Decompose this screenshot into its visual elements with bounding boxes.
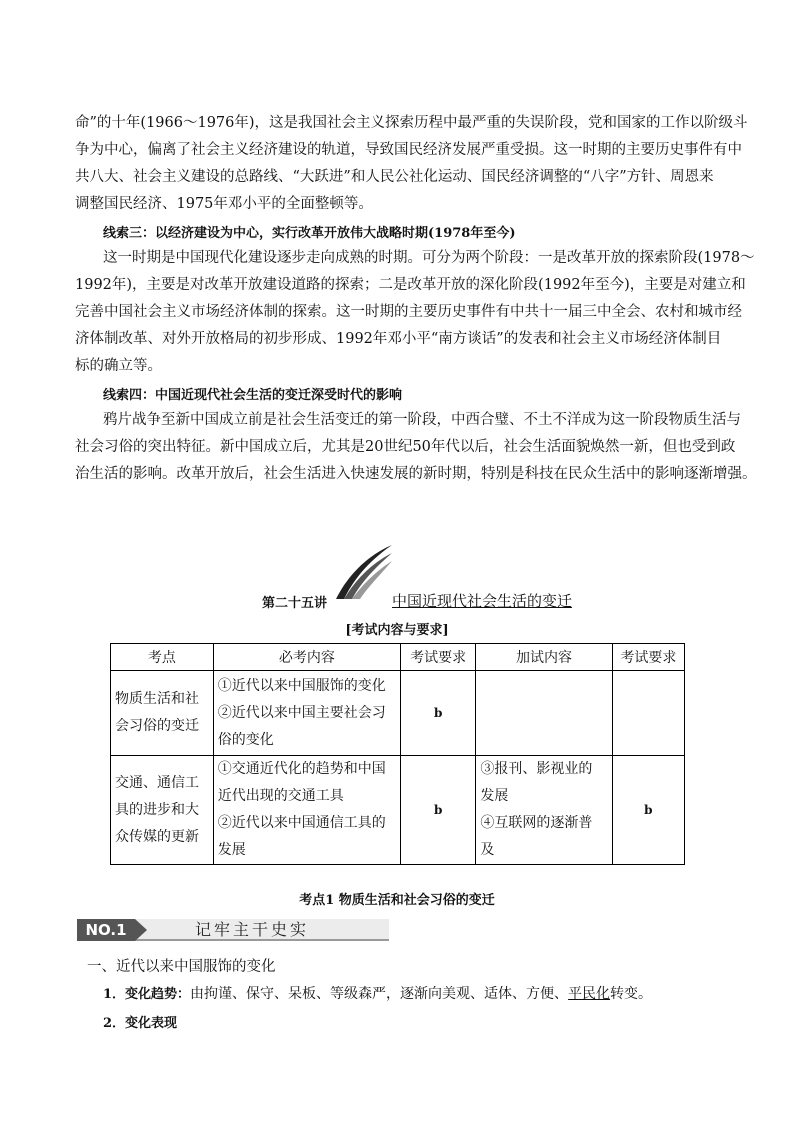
clue3-heading: 线索三：以经济建设为中心，实行改革开放伟大战略时期(1978年至今) <box>103 226 516 241</box>
item-underlined-text: 平民化 <box>568 986 611 1002</box>
text-line: 济体制改革、对外开放格局的初步形成、1992年邓小平“南方谈话”的发表和社会主义市场经济体制目 <box>75 331 722 347</box>
table-cell-topic <box>111 671 214 756</box>
section-heading: 一、近代以来中国服饰的变化 <box>87 959 276 975</box>
paragraph-clue2-end <box>75 110 748 218</box>
table-cell-extra <box>476 756 612 865</box>
table-cell-topic <box>111 756 214 865</box>
clue4-heading: 线索四：中国近现代社会生活的变迁深受时代的影响 <box>103 388 403 403</box>
banner-arrow-icon <box>135 919 147 941</box>
cell-text: 发展 <box>480 788 509 804</box>
lecture-title: 中国近现代社会生活的变迁 <box>392 592 573 610</box>
text-line: 调整国民经济、1975年邓小平的全面整顿等。 <box>75 196 373 212</box>
table-row <box>111 671 685 756</box>
lecture-subtitle: [考试内容与要求] <box>345 623 449 638</box>
cell-text: 具的进步和大 <box>115 801 199 818</box>
banner-label: 记牢主干史实 <box>195 920 310 939</box>
table-cell-extra-level <box>612 671 684 756</box>
exam-requirements-table <box>110 643 685 865</box>
section-banner <box>77 919 389 941</box>
cell-text: 近代出现的交通工具 <box>217 788 344 804</box>
item-label: 1．变化趋势： <box>103 987 191 1002</box>
table-cell-level: b <box>401 756 476 865</box>
table-cell-required <box>213 756 400 865</box>
text-line: 这一时期是中国现代化建设逐步走向成熟的时期。可分为两个阶段：一是改革开放的探索阶段(1978～ <box>103 250 755 266</box>
table-cell-extra-level: b <box>612 756 684 865</box>
text-line: 标的确立等。 <box>75 358 162 374</box>
cell-text: ④互联网的逐渐普 <box>480 815 593 831</box>
text-line: 争为中心，偏离了社会主义经济建设的轨道，导致国民经济发展严重受损。这一时期的主要历史事件有中 <box>75 142 742 158</box>
cell-text: 众传媒的更新 <box>115 828 199 845</box>
cell-text: ①近代以来中国服饰的变化 <box>217 677 386 694</box>
cell-text: 会习俗的变迁 <box>115 718 199 734</box>
cell-text: ①交通近代化的趋势和中国 <box>217 761 386 777</box>
table-header-cell: 考试要求 <box>612 644 684 671</box>
paragraph-clue4 <box>75 407 757 488</box>
cell-text: 物质生活和社 <box>115 691 199 707</box>
banner-tag: NO.1 <box>77 919 135 941</box>
text-line: 社会习俗的突出特征。新中国成立后，尤其是20世纪50年代以后，社会生活面貌焕然一新，但也受到政 <box>75 439 736 455</box>
text-line: 1992年)，主要是对改革开放建设道路的探索；二是改革开放的深化阶段(1992年至今)，主要是对建立和 <box>75 277 746 293</box>
table-header-cell: 考点 <box>111 644 214 671</box>
cell-text: 交通、通信工 <box>115 774 199 791</box>
cell-text: ②近代以来中国主要社会习 <box>217 704 386 721</box>
text-line: 命”的十年(1966～1976年)，这是我国社会主义探索历程中最严重的失误阶段，党和国家的工作以阶级斗 <box>75 115 748 131</box>
table-cell-extra <box>476 671 612 756</box>
cell-text: 俗的变化 <box>217 731 274 748</box>
table-header-cell: 加试内容 <box>476 644 612 671</box>
cell-text: 发展 <box>217 842 246 858</box>
text-line: 完善中国社会主义市场经济体制的探索。这一时期的主要历史事件有中共十一届三中全会、农村和城市经 <box>75 304 742 320</box>
item-trend <box>103 983 652 1003</box>
text-line: 共八大、社会主义建设的总路线、“大跃进”和人民公社化运动、国民经济调整的“八字”方针、周恩来 <box>75 169 714 185</box>
item-label: 2．变化表现 <box>103 1016 178 1031</box>
lecture-number: 第二十五讲 <box>262 596 328 611</box>
item-text: 转变。 <box>610 986 653 1002</box>
lecture-heading <box>0 590 794 614</box>
text-line: 治生活的影响。改革开放后，社会生活进入快速发展的新时期，特别是科技在民众生活中的影响逐渐增强。 <box>75 466 757 482</box>
table-header-row <box>111 644 685 671</box>
item-text: 由拘谨、保守、呆板、等级森严，逐渐向美观、适体、方便、 <box>190 986 569 1002</box>
table-cell-level: b <box>401 671 476 756</box>
table-header-cell: 必考内容 <box>213 644 400 671</box>
cell-text: ③报刊、影视业的 <box>480 761 593 777</box>
text-line: 鸦片战争至新中国成立前是社会生活变迁的第一阶段，中西合璧、不土不洋成为这一阶段物质生活与 <box>103 412 741 428</box>
table-cell-required <box>213 671 400 756</box>
kaodian-heading: 考点1 物质生活和社会习俗的变迁 <box>299 893 495 908</box>
cell-text: ②近代以来中国通信工具的 <box>217 815 386 831</box>
table-row <box>111 756 685 865</box>
table-header-cell: 考试要求 <box>401 644 476 671</box>
item-manifestation <box>103 1012 177 1031</box>
cell-text: 及 <box>480 842 495 858</box>
paragraph-clue3 <box>75 245 755 380</box>
